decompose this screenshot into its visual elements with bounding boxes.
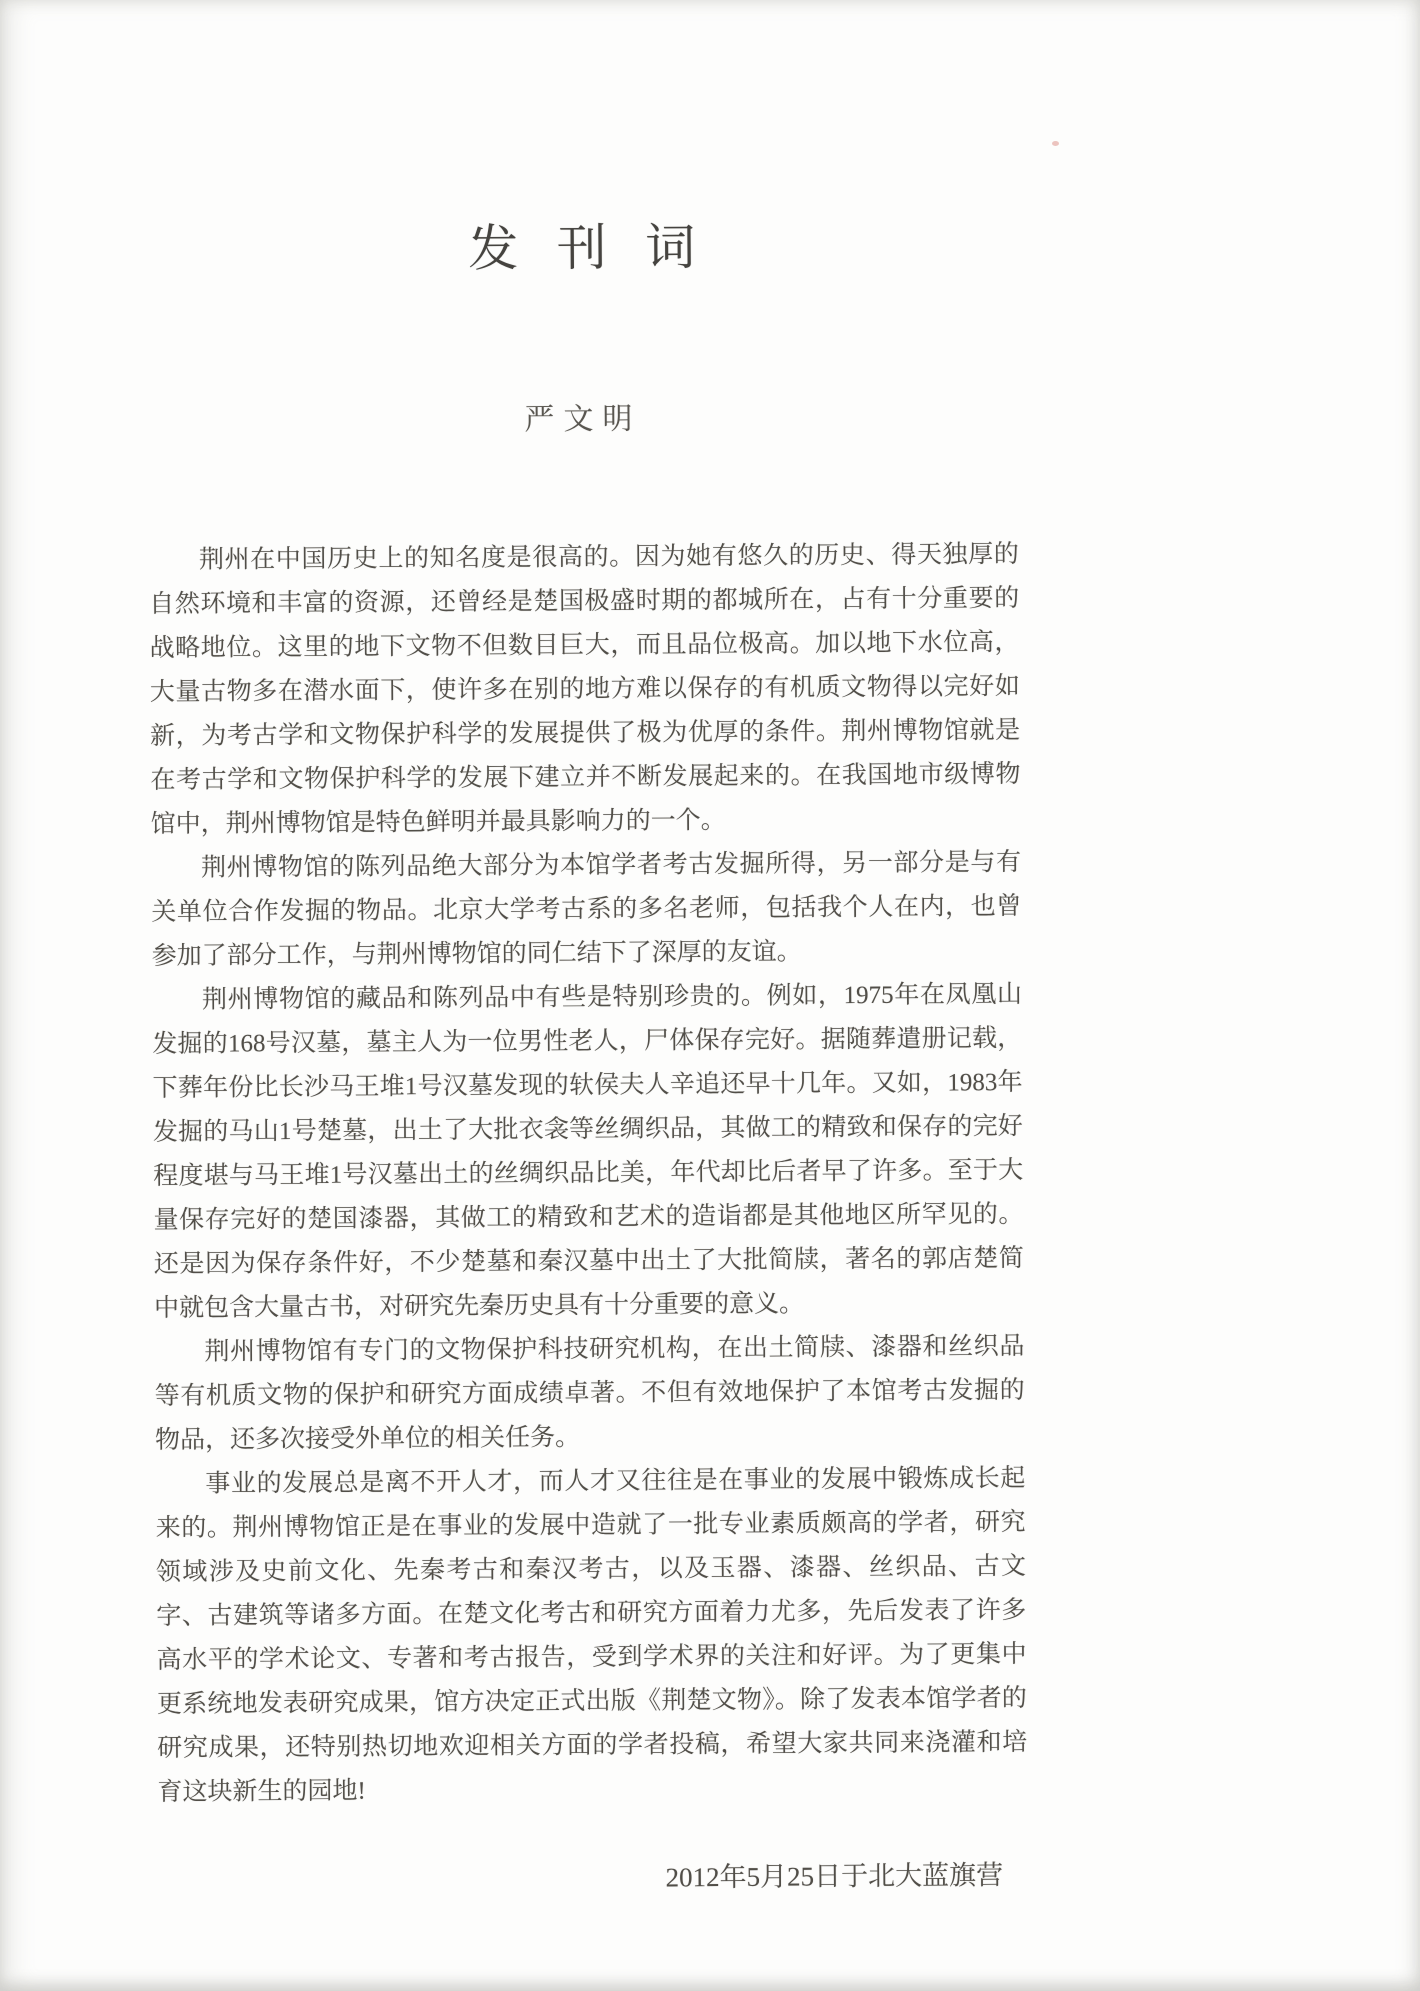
page-content [145,0,1028,1901]
author-name: 严文明 [524,402,642,437]
paragraph-5: 事业的发展总是离不开人才，而人才又往往是在事业的发展中锻炼成长起来的。荆州博物馆正是在事业的发展中造就了一批专业素质颇高的学者，研究领域涉及史前文化、先秦考古和秦汉考古，以及玉器、漆器、丝织品、古文字、古建筑等诸多方面。在楚文化考古和研究方面着力尤多，先后发表了许多高水平的学术论文、专著和考古报告，受到学术界的关注和好评。为了更集中更系统地发表研究成果，馆方决定正式出版《荆楚文物》。除了发表本馆学者的研究成果，还特别热切地欢迎相关方面的学者投稿，希望大家共同来浇灌和培育这块新生的园地! [155,1464,1028,1806]
paragraph-4: 荆州博物馆有专门的文物保护科技研究机构，在出土简牍、漆器和丝织品等有机质文物的保护和研究方面成绩卓著。不但有效地保护了本馆考古发掘的物品，还多次接受外单位的相关任务。 [154,1332,1025,1455]
article-body [149,533,1028,1901]
dateline: 2012年5月25日于北大蓝旗营 [665,1860,1004,1893]
page-title: 发 刊 词 [468,219,696,277]
scan-speck-artifact [1052,141,1059,146]
paragraph-1: 荆州在中国历史上的知名度是很高的。因为她有悠久的历史、得天独厚的自然环境和丰富的资源，还曾经是楚国极盛时期的都城所在，占有十分重要的战略地位。这里的地下文物不但数目巨大，而且品位极高。加以地下水位高，大量古物多在潜水面下，使许多在别的地方难以保存的有机质文物得以完好如新，为考古学和文物保护科学的发展提供了极为优厚的条件。荆州博物馆就是在考古学和文物保护科学的发展下建立并不断发展起来的。在我国地市级博物馆中，荆州博物馆是特色鲜明并最具影响力的一个。 [149,540,1021,839]
paragraph-2: 荆州博物馆的陈列品绝大部分为本馆学者考古发掘所得，另一部分是与有关单位合作发掘的物品。北京大学考古系的多名老师，包括我个人在内，也曾参加了部分工作，与荆州博物馆的同仁结下了深厚的友谊。 [151,848,1022,971]
paragraph-3: 荆州博物馆的藏品和陈列品中有些是特别珍贵的。例如，1975年在凤凰山发掘的168号汉墓，墓主人为一位男性老人，尸体保存完好。据随葬遣册记载，下葬年份比长沙马王堆1号汉墓发现的轪侯夫人辛追还早十几年。又如，1983年发掘的马山1号楚墓，出土了大批衣衾等丝绸织品，其做工的精致和保存的完好程度堪与马王堆1号汉墓出土的丝绸织品比美，年代却比后者早了许多。至于大量保存完好的楚国漆器，其做工的精致和艺术的造诣都是其他地区所罕见的。还是因为保存条件好，不少楚墓和秦汉墓中出土了大批简牍，著名的郭店楚简中就包含大量古书，对研究先秦历史具有十分重要的意义。 [152,980,1024,1323]
